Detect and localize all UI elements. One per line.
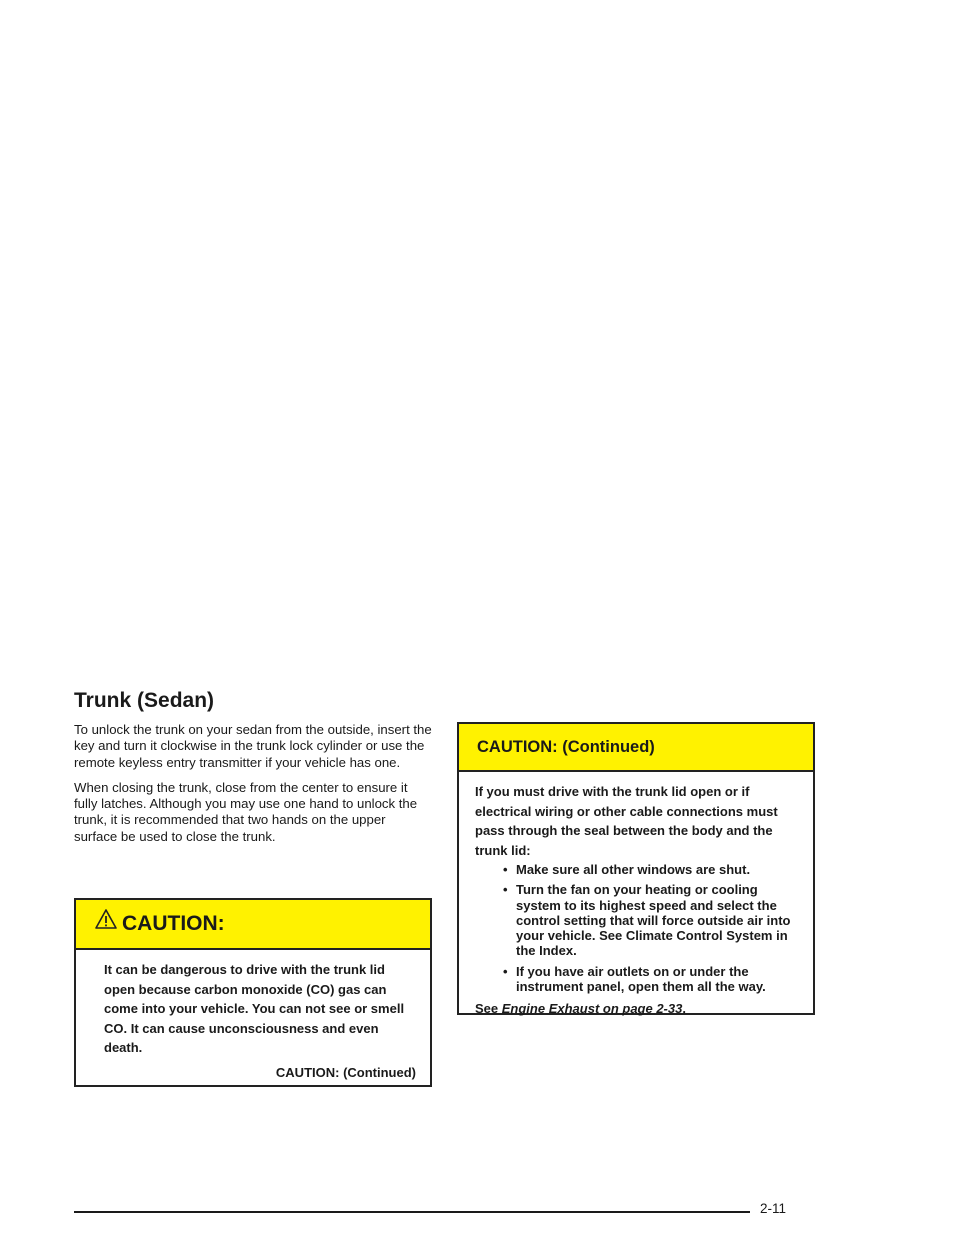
caution-continued-header [459, 724, 813, 772]
list-item: • Turn the fan on your heating or cooling system to its highest speed and select the control setting that will force outside air into your vehicle. See Climate Control System in the Index. [503, 882, 797, 958]
page-number: 2-11 [760, 1201, 787, 1216]
paragraph-unlock: To unlock the trunk on your sedan from the outside, insert the key and turn it clockwise in the trunk lock cylinder or use the remote keyless entry transmitter if your vehicle has one. [74, 722, 432, 770]
list-item: • If you have air outlets on or under the instrument panel, open them all the way. [503, 964, 797, 995]
see-prefix: See [475, 1001, 502, 1017]
caution-header [76, 900, 430, 950]
see-suffix: . [682, 1001, 686, 1017]
caution-continued-label: CAUTION: (Continued) [275, 1064, 416, 1080]
list-item: • Make sure all other windows are shut. [503, 862, 797, 877]
caution-bullet-list [475, 862, 797, 994]
caution-body [76, 950, 430, 1082]
paragraph-closing: When closing the trunk, close from the center to ensure it fully latches. Although you may use one hand to unlock the trunk, it is recommended that two hands on the upper surface be used to close the trunk. [74, 779, 418, 844]
see-reference-link: Engine Exhaust on page 2-33 [501, 1001, 683, 1017]
left-column [74, 688, 432, 854]
caution-title: CAUTION: [122, 912, 225, 935]
see-reference [475, 999, 797, 1019]
warning-triangle-icon [94, 907, 118, 931]
section-title: Trunk (Sedan) [74, 689, 215, 712]
caution-continued-title: CAUTION: (Continued) [477, 737, 655, 756]
caution-intro: If you must drive with the trunk lid open or if electrical wiring or other cable connections must pass through the seal between the body and the trunk lid: [475, 784, 778, 858]
caution-continued-box [457, 722, 815, 1015]
footer-divider [74, 1211, 750, 1213]
caution-text: It can be dangerous to drive with the trunk lid open because carbon monoxide (CO) gas can come into your vehicle. You can not see or smell CO. It can cause unconsciousness and even death. [104, 962, 405, 1055]
caution-continued-body [459, 772, 813, 1019]
caution-box [74, 898, 432, 1087]
